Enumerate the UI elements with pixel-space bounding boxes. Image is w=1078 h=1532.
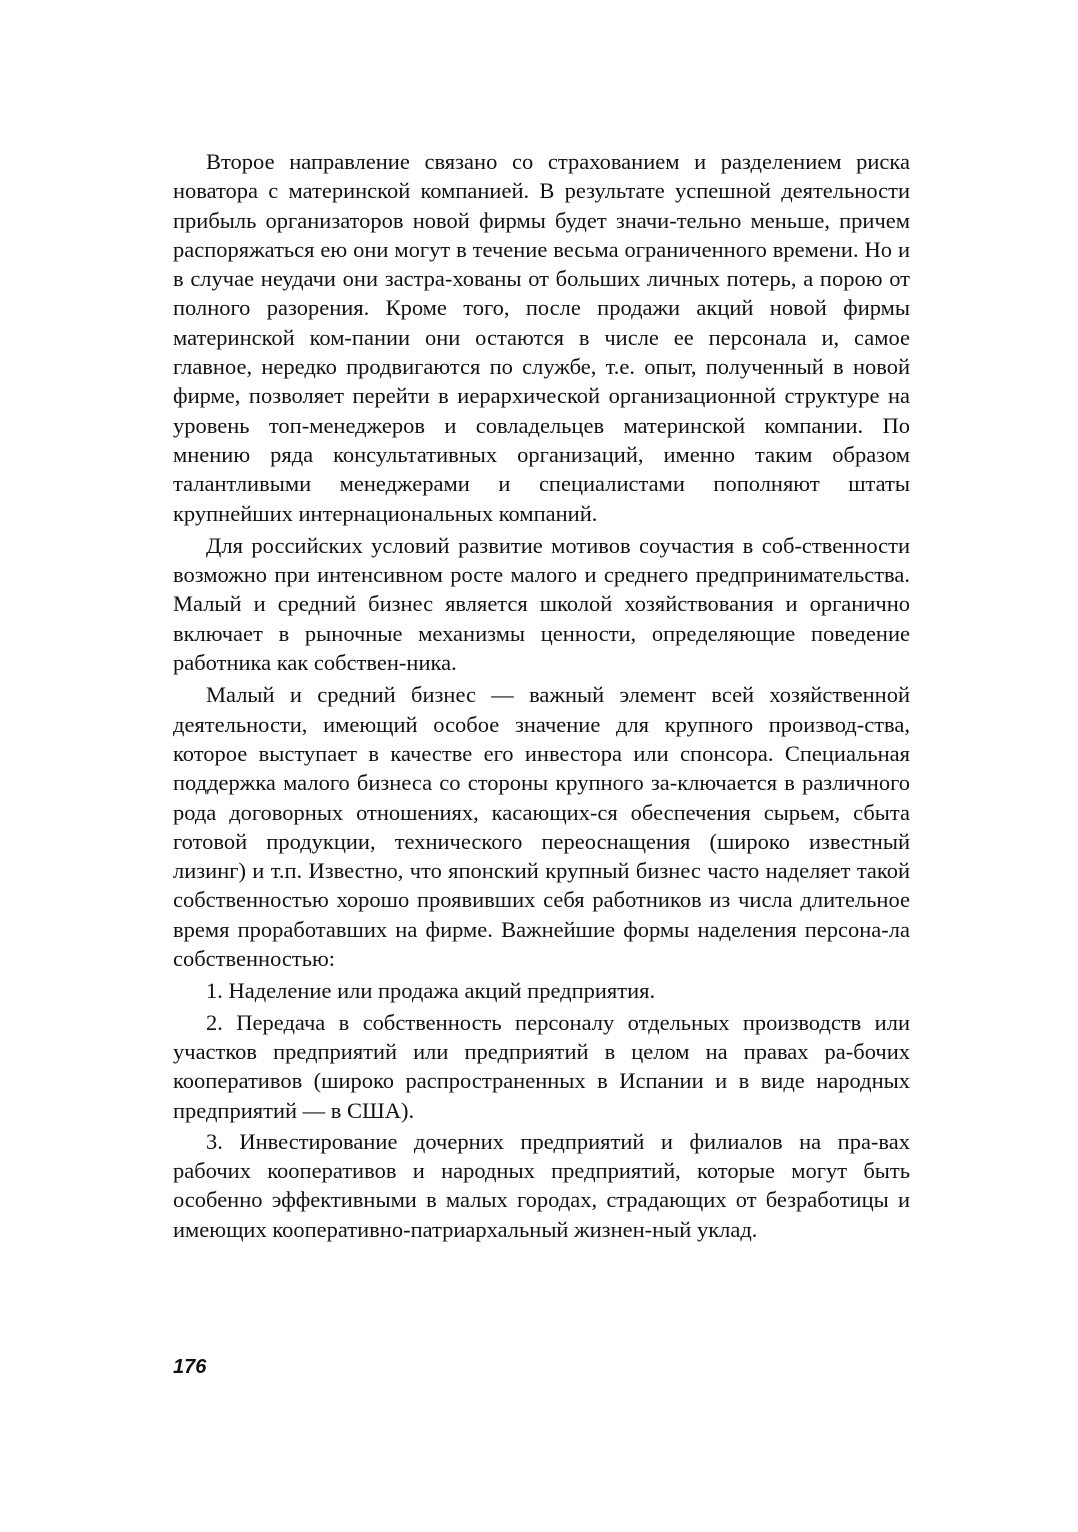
paragraph-insurance-risk: Второе направление связано со страхованием и разделением риска новатора с материнской компанией. В результате успешной деятельности прибыль организаторов новой фирмы будет значи-тельно меньше, причем распоряжаться ею они могут в течение весьма ограниченного времени. Но и в случае неудачи они застра-хованы от больших личных потерь, а порою от полного разорения. Кроме того, после продажи акций новой фирмы материнской ком-пании они остаются в числе ее персонала и, самое главное, нередко продвигаются по службе, т.е. опыт, полученный в новой фирме, позволяет перейти в иерархической организационной структуре на уровень топ-менеджеров и совладельцев материнской компании. По мнению ряда консультативных организаций, именно таким образом талантливыми менеджерами и специалистами пополняют штаты крупнейших интернациональных компаний. bbox=[173, 149, 910, 526]
paragraph-small-business: Малый и средний бизнес — важный элемент всей хозяйственной деятельности, имеющий особое значение для крупного производ-ства, которое выступает в качестве его инвестора или спонсора. Специальная поддержка малого бизнеса со стороны крупного за-ключается в различного рода договорных отношениях, касающих-ся обеспечения сырьем, сбыта готовой продукции, технического переоснащения (широко известный лизинг) и т.п. Известно, что японский крупный бизнес часто наделяет такой собственностью хорошо проявивших себя работников из числа длительное время проработавших на фирме. Важнейшие формы наделения персона-ла собственностью: bbox=[173, 682, 910, 972]
list-item-3: 3. Инвестирование дочерних предприятий и филиалов на пра-вах рабочих кооперативов и народных предприятий, которые могут быть особенно эффективными в малых городах, страдающих от безработицы и имеющих кооперативно-патриархальный жизнен-ный уклад. bbox=[173, 1128, 910, 1242]
paragraph-russian-conditions: Для российских условий развитие мотивов соучастия в соб-ственности возможно при интенсивном росте малого и среднего предпринимательства. Малый и средний бизнес является школой хозяйствования и органично включает в рыночные механизмы ценности, определяющие поведение работника как собствен-ника. bbox=[173, 532, 910, 676]
list-item-2: 2. Передача в собственность персоналу отдельных производств или участков предприятий или предприятий в целом на правах ра-бочих кооперативов (широко распространенных в Испании и в виде народных предприятий — в США). bbox=[173, 1009, 910, 1123]
list-item-1: 1. Наделение или продажа акций предприятия. bbox=[206, 978, 656, 1004]
page-number: 176 bbox=[173, 1356, 207, 1378]
body-text bbox=[173, 147, 910, 1246]
